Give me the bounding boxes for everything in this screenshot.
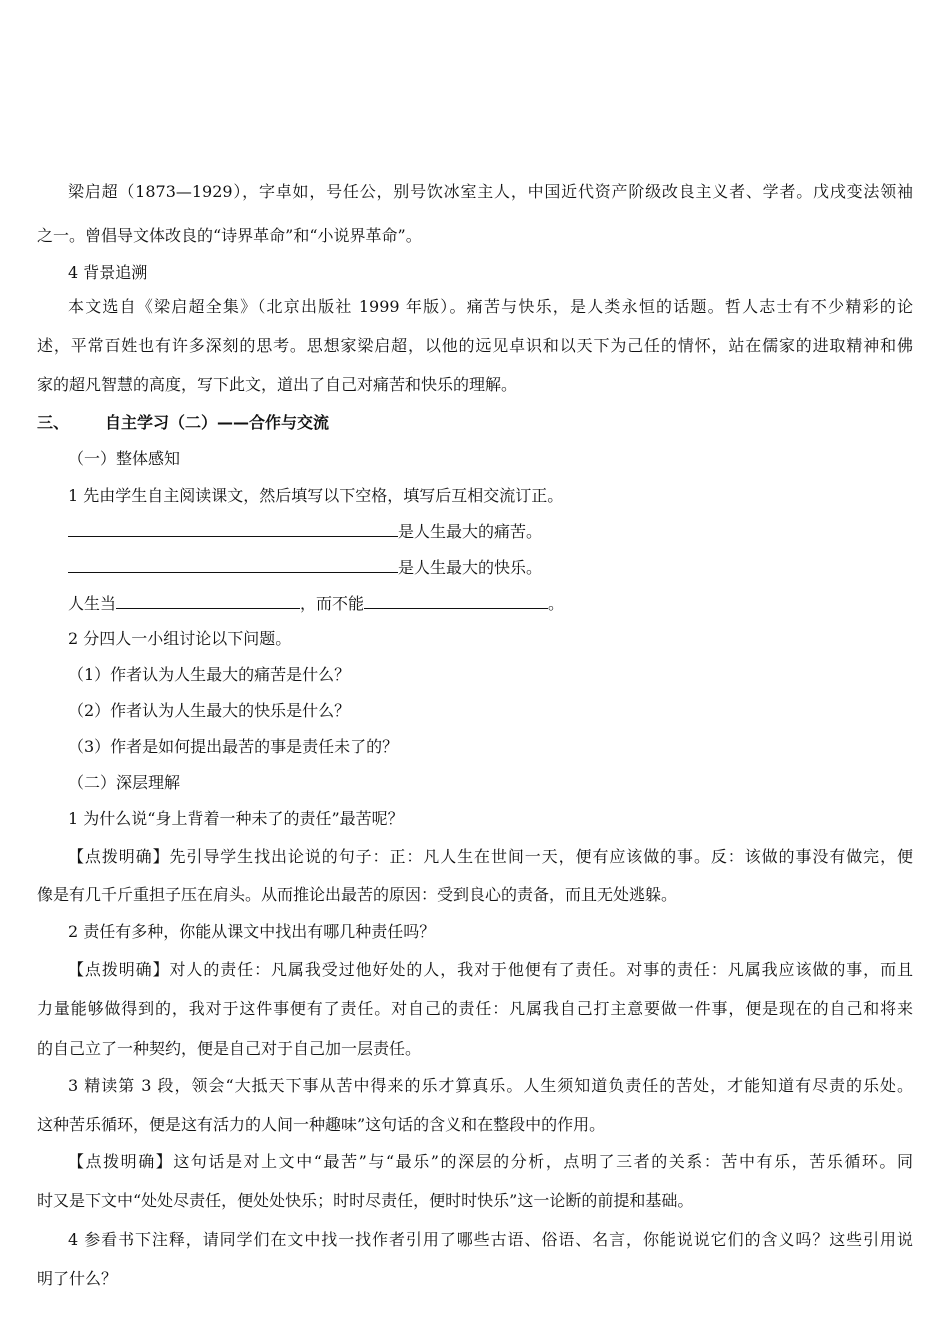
deep-question-4-line-1: 4 参看书下注释，请同学们在文中找一找作者引用了哪些古语、俗语、名言，你能说说它们的含义吗？这些引用说 (68, 1230, 913, 1249)
deep-question-4-line-2: 明了什么？ (37, 1269, 118, 1288)
fill-blank-1 (68, 521, 913, 543)
overall-question-2: 2 分四人一小组讨论以下问题。 (68, 629, 292, 648)
overall-question-2-3: （3）作者是如何提出最苦的事是责任未了的？ (68, 737, 399, 756)
deep-answer-1-line-1: 【点拨明确】先引导学生找出论说的句子：正：凡人生在世间一天，便有应该做的事。反：该做的事没有做完，便 (68, 847, 913, 866)
deep-heading: （二）深层理解 (68, 773, 181, 792)
deep-answer-1-line-2: 像是有几千斤重担子压在肩头。从而推论出最苦的原因：受到良心的责备，而且无处逃躲。 (37, 885, 678, 904)
answer-blank[interactable] (68, 557, 398, 573)
deep-answer-3-line-2: 时又是下文中“处处尽责任，便处处快乐；时时尽责任，便时时快乐”这一论断的前提和基础。 (37, 1191, 694, 1210)
deep-question-2: 2 责任有多种，你能从课文中找出有哪几种责任吗？ (68, 922, 436, 941)
fill-blank-1-suffix: 是人生最大的痛苦。 (398, 522, 543, 541)
deep-question-3-line-2: 这种苦乐循环，便是这有活力的人间一种趣味”这句话的含义和在整段中的作用。 (37, 1115, 606, 1134)
fill-blank-3 (68, 593, 913, 615)
deep-answer-2-line-3: 的自己立了一种契约，便是自己对于自己加一层责任。 (37, 1039, 422, 1058)
deep-question-1: 1 为什么说“身上背着一种未了的责任”最苦呢？ (68, 809, 404, 828)
author-intro-line-2: 之一。曾倡导文体改良的“诗界革命”和“小说界革命”。 (37, 226, 422, 245)
section-3-heading (37, 412, 913, 434)
section-number: 三、 (37, 413, 70, 432)
fill-blank-2 (68, 557, 913, 579)
overall-question-2-2: （2）作者认为人生最大的快乐是什么？ (68, 701, 351, 720)
background-line-2: 述，平常百姓也有许多深刻的思考。思想家梁启超，以他的远见卓识和以天下为己任的情怀，站在儒家的进取精神和佛 (37, 336, 913, 355)
deep-answer-3-line-1: 【点拨明确】这句话是对上文中“最苦”与“最乐”的深层的分析，点明了三者的关系：苦中有乐，苦乐循环。同 (68, 1152, 913, 1171)
overall-question-2-1: （1）作者认为人生最大的痛苦是什么？ (68, 665, 351, 684)
answer-blank[interactable] (68, 521, 398, 537)
fill-blank-3-prefix: 人生当 (68, 594, 117, 613)
background-line-1: 本文选自《梁启超全集》（北京出版社 1999 年版）。痛苦与快乐，是人类永恒的话题。哲人志士有不少精彩的论 (68, 297, 913, 316)
answer-blank[interactable] (116, 593, 300, 609)
section-title: 自主学习（二）——合作与交流 (105, 413, 330, 432)
fill-blank-3-mid: ，而不能 (300, 594, 365, 613)
overall-heading: （一）整体感知 (68, 449, 181, 468)
author-intro-line-1: 梁启超（1873—1929），字卓如，号任公，别号饮冰室主人，中国近代资产阶级改良主义者、学者。戊戌变法领袖 (68, 182, 913, 201)
deep-answer-2-line-1: 【点拨明确】对人的责任：凡属我受过他好处的人，我对于他便有了责任。对事的责任：凡属我应该做的事，而且 (68, 960, 913, 979)
answer-blank[interactable] (364, 593, 548, 609)
background-line-3: 家的超凡智慧的高度，写下此文，道出了自己对痛苦和快乐的理解。 (37, 375, 518, 394)
deep-answer-2-line-2: 力量能够做得到的，我对于这件事便有了责任。对自己的责任：凡属我自己打主意要做一件事，便是现在的自己和将来 (37, 999, 913, 1018)
deep-question-3-line-1: 3 精读第 3 段，领会“大抵天下事从苦中得来的乐才算真乐。人生须知道负责任的苦处，才能知道有尽责的乐处。 (68, 1076, 913, 1095)
background-heading: 4 背景追溯 (68, 263, 148, 282)
overall-question-1: 1 先由学生自主阅读课文，然后填写以下空格，填写后互相交流订正。 (68, 486, 564, 505)
fill-blank-2-suffix: 是人生最大的快乐。 (398, 558, 543, 577)
fill-blank-3-end: 。 (548, 594, 565, 613)
